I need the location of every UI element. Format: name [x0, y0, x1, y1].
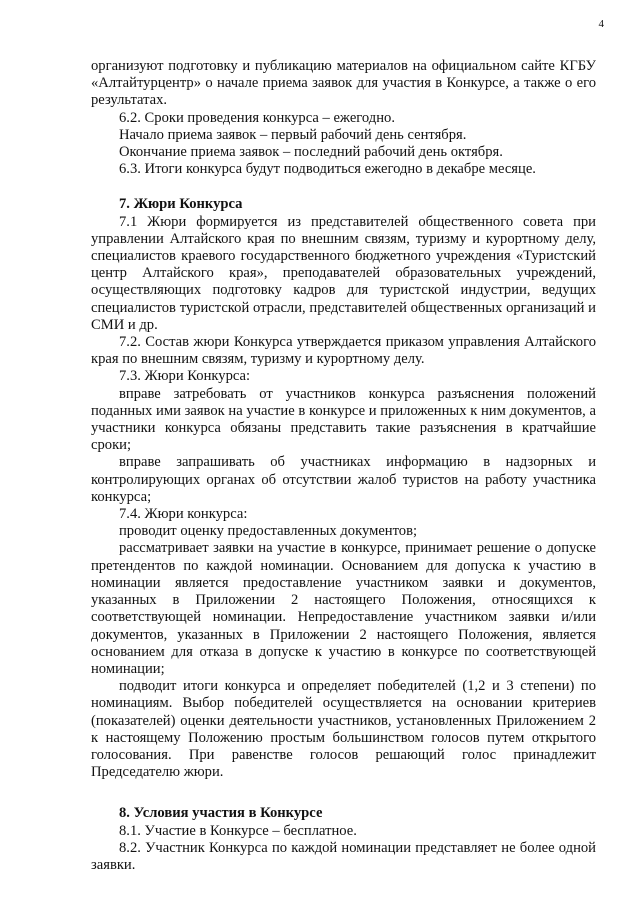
paragraph-7-1: 7.1 Жюри формируется из представителей общественного совета при управлении Алтайского края по внешним связям, туризму и курортному делу, специалистов краевого государственного бюджетного учреждения «Туристский центр Алтайского края», преподавателей образовательных учреждений, осуществляющих подготовку кадров для туристской индустрии, ведущих специалистов туристской отрасли, представителей общественных организаций и СМИ и др. [91, 213, 596, 333]
paragraph-8-1: 8.1. Участие в Конкурсе – бесплатное. [119, 822, 357, 839]
paragraph-7-4: 7.4. Жюри конкурса: [119, 506, 248, 523]
paragraph-7-3-item-2: вправе запрашивать об участниках информацию в надзорных и контролирующих органах об отсутствии жалоб туристов на работу участника конкурса; [91, 454, 596, 505]
paragraph-7-2: 7.2. Состав жюри Конкурса утверждается приказом управления Алтайского края по внешним связям, туризму и курортному делу. [91, 334, 596, 368]
paragraph-8-2: 8.2. Участник Конкурса по каждой номинации представляет не более одной заявки. [91, 839, 596, 873]
paragraph-7-4-item-2: рассматривает заявки на участие в конкурсе, принимает решение о допуске претендентов по каждой номинации. Основанием для допуска к участию в номинации является предоставление участником заявки и документов, указанных в Приложении 2 настоящего Положения, относящихся к соответствующей номинации. Непредоставление участником заявки и/или документов, указанных в Приложении 2 настоящего Положения, является основанием для отказа в допуске к участию в конкурсе по соответствующей номинации; [91, 540, 596, 677]
section-heading-8: 8. Условия участия в Конкурсе [119, 805, 323, 822]
paragraph-6-2: 6.2. Сроки проведения конкурса – ежегодно. [119, 109, 395, 126]
paragraph-end-date: Окончание приема заявок – последний рабочий день октября. [119, 144, 503, 161]
paragraph-7-3-item-1: вправе затребовать от участников конкурса разъяснения положений поданных ими заявок на участие в конкурсе и приложенных к ним документов, а участники конкурса обязаны представить такие разъяснения в кратчайшие сроки; [91, 385, 596, 454]
document-body [91, 58, 596, 874]
section-heading-7: 7. Жюри Конкурса [119, 196, 243, 213]
paragraph-6-3: 6.3. Итоги конкурса будут подводиться ежегодно в декабре месяце. [119, 161, 536, 178]
paragraph-7-4-item-3: подводит итоги конкурса и определяет победителей (1,2 и 3 степени) по номинациям. Выбор победителей осуществляется на основании критериев (показателей) оценки деятельности участников, установленных Приложением 2 к настоящему Положению простым большинством голосов путем открытого голосования. При равенстве голосов решающий голос принадлежит Председателю жюри. [91, 678, 596, 781]
paragraph-7-4-item-1: проводит оценку предоставленных документов; [119, 523, 418, 540]
paragraph-7-3: 7.3. Жюри Конкурса: [119, 368, 251, 385]
paragraph-continuation: организуют подготовку и публикацию материалов на официальном сайте КГБУ «Алтайтурцентр» о начале приема заявок для участия в Конкурсе, а также о его результатах. [91, 58, 596, 109]
page-number: 4 [598, 18, 604, 30]
paragraph-start-date: Начало приема заявок – первый рабочий день сентября. [119, 126, 467, 143]
